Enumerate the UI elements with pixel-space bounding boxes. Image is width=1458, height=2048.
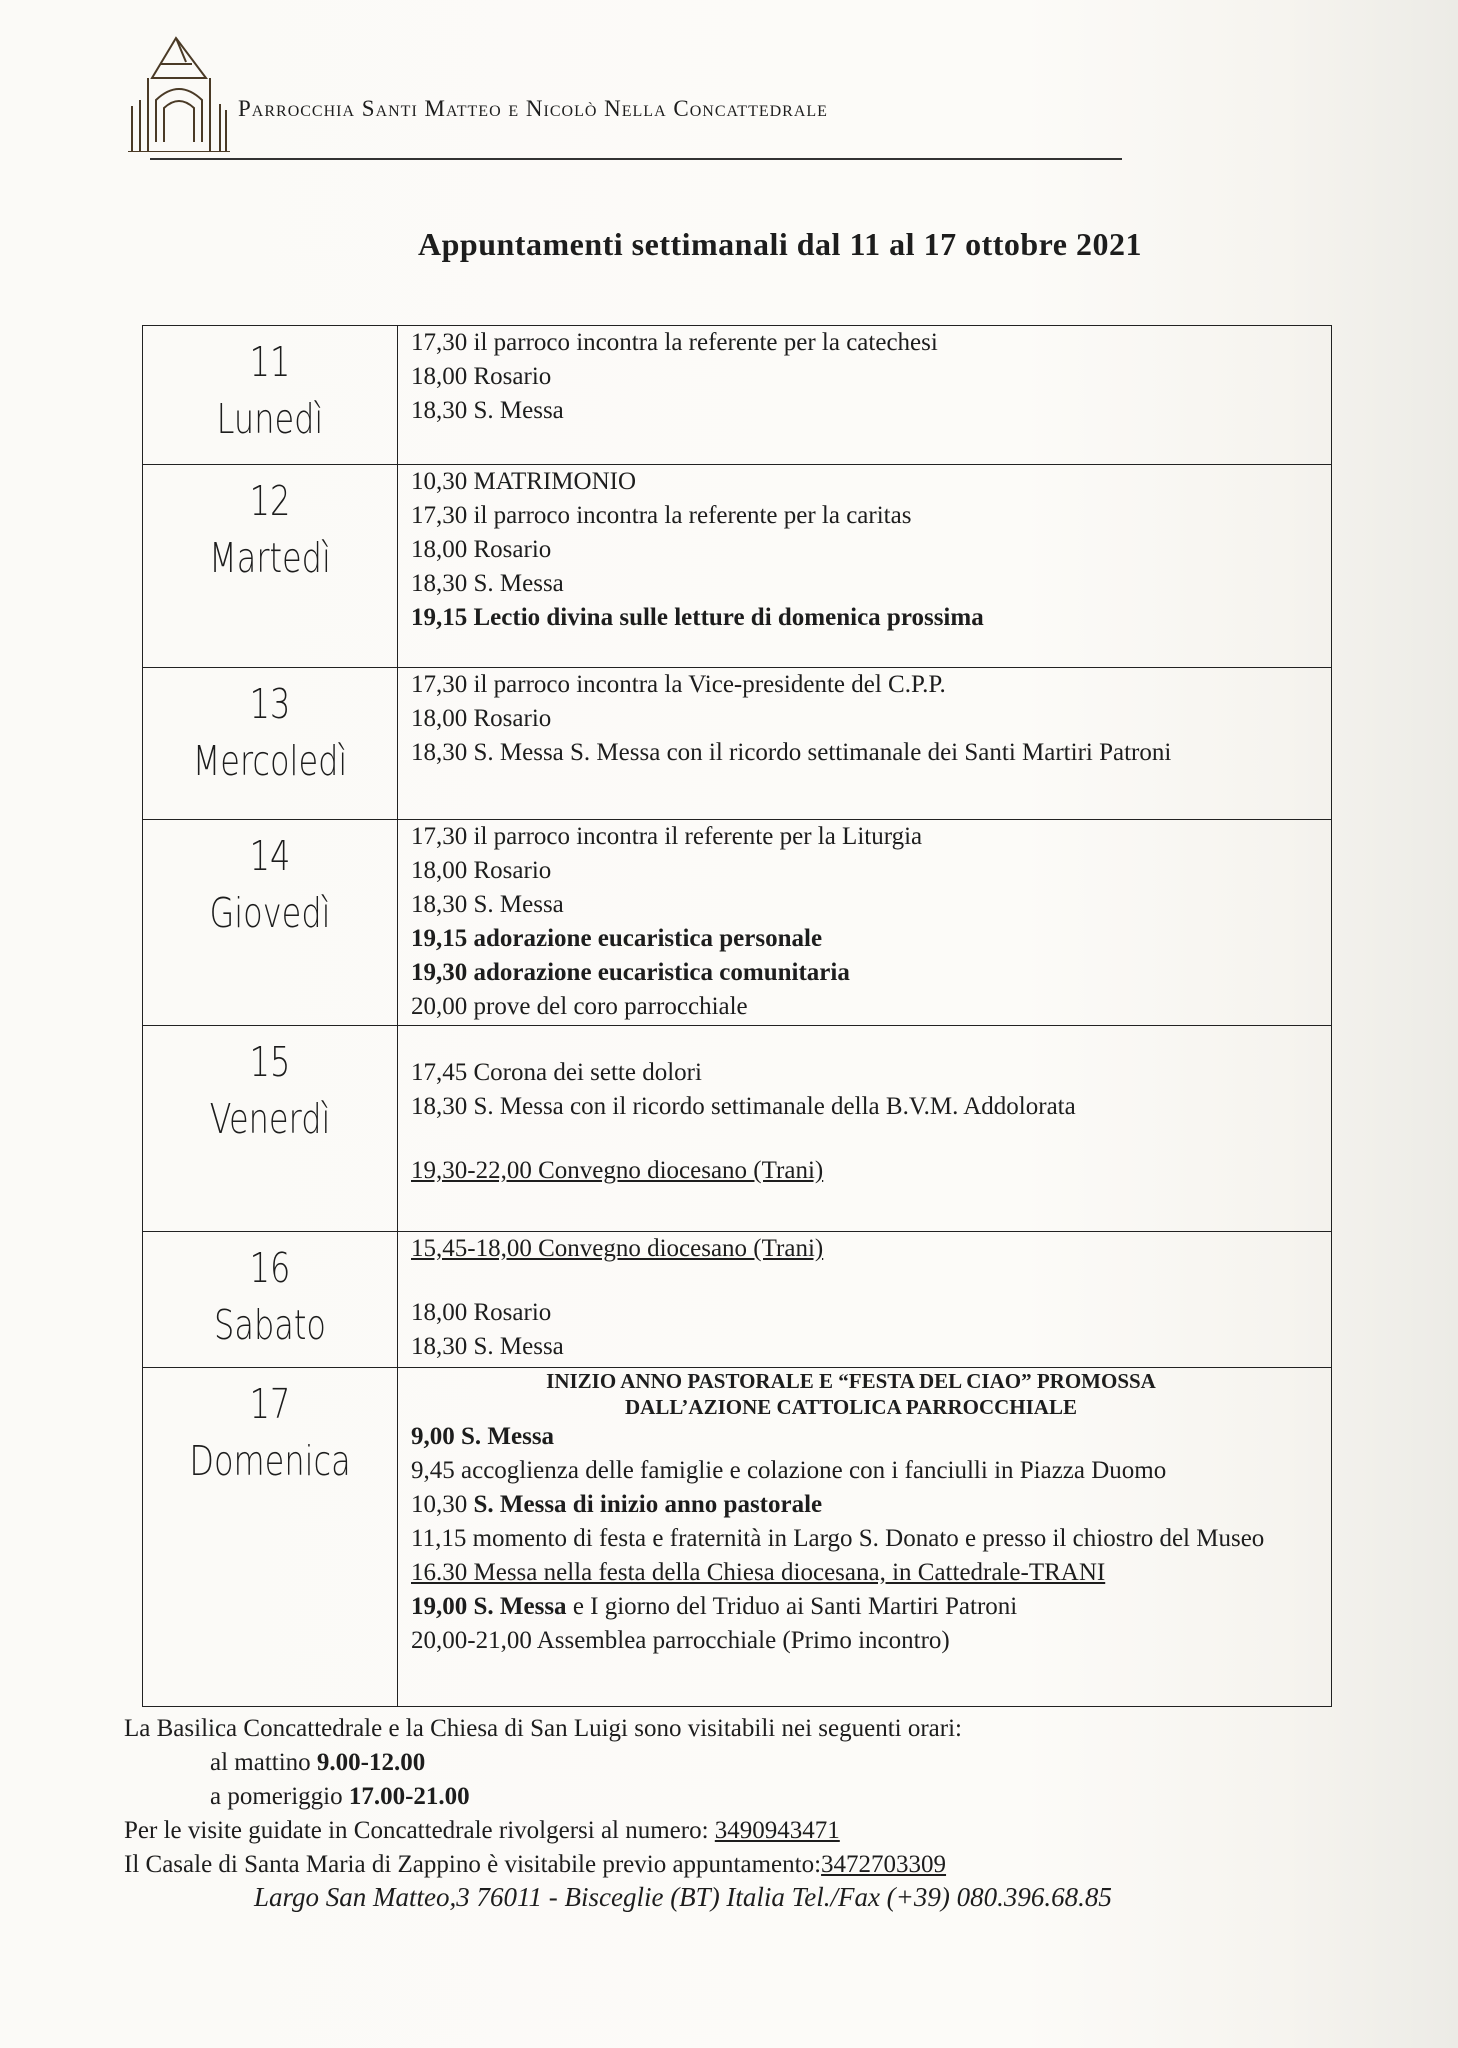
day-number: 14 [249,832,291,880]
list-item: 18,30 S. Messa con il ricordo settimanale della B.V.M. Addolorata [411,1093,1076,1120]
day-cell [143,326,398,465]
day-cell [143,668,398,820]
list-item: 18,00 Rosario [411,705,552,732]
list-item: 20,00 prove del coro parrocchiale [411,993,748,1020]
list-item: 15,45-18,00 Convegno diocesano (Trani) [411,1235,824,1262]
guided-text: Per le visite guidate in Concattedrale rivolgersi al numero: [124,1817,709,1844]
list-item: 17,30 il parroco incontra la Vice-presidente del C.P.P. [411,671,946,698]
list-item: 18,30 S. Messa S. Messa con il ricordo settimanale dei Santi Martiri Patroni [411,739,1172,766]
casale-phone: 3472703309 [821,1851,947,1878]
weekly-schedule-table [142,325,1332,1707]
day-name: Lunedì [216,395,324,443]
table-row [143,1368,1332,1707]
visit-intro: La Basilica Concattedrale e la Chiesa di San Luigi sono visitabili nei seguenti orari: [124,1715,962,1742]
day-cell [143,1026,398,1232]
day-number: 15 [249,1038,291,1086]
table-row [143,668,1332,820]
list-item: 18,00 Rosario [411,857,552,884]
day-number: 11 [249,338,291,386]
list-item: 19,30-22,00 Convegno diocesano (Trani) [411,1157,824,1184]
events-cell [398,326,1332,465]
list-item: 20,00-21,00 Assemblea parrocchiale (Primo incontro) [411,1627,950,1654]
events-cell [398,668,1332,820]
events-cell [398,1026,1332,1232]
list-item: 18,30 S. Messa [411,891,564,918]
table-row [143,1232,1332,1368]
afternoon-hours-line [124,1780,962,1814]
table-row [143,465,1332,668]
letterhead [126,34,1126,174]
day-name: Martedì [209,534,331,582]
afternoon-label: a pomeriggio [210,1783,343,1810]
day-cell [143,465,398,668]
event-time: 10,30 [411,1491,468,1518]
address-line: Largo San Matteo,3 76011 - Bisceglie (BT) Italia Tel./Fax (+39) 080.396.68.85 [254,1882,1112,1912]
table-row [143,820,1332,1026]
day-cell [143,820,398,1026]
day-name: Giovedì [209,889,331,937]
list-item: 17,30 il parroco incontra il referente per la Liturgia [411,823,923,850]
sunday-heading-line: INIZIO ANNO PASTORALE E “FESTA DEL CIAO” PROMOSSA [546,1369,1156,1393]
list-item: 18,00 Rosario [411,363,552,390]
list-item: 19,30 adorazione eucaristica comunitaria [411,959,850,986]
list-item: 18,00 Rosario [411,1299,552,1326]
event-title: 19,00 S. Messa [411,1593,567,1620]
events-cell [398,1232,1332,1368]
table-row [143,1026,1332,1232]
morning-hours: 9.00-12.00 [316,1749,426,1776]
list-item: 16.30 Messa nella festa della Chiesa diocesana, in Cattedrale-TRANI [411,1559,1106,1586]
list-item: 17,45 Corona dei sette dolori [411,1059,702,1086]
spacer [411,1026,1331,1056]
table-row [143,326,1332,465]
list-item: 18,30 S. Messa [411,397,564,424]
events-cell [398,465,1332,668]
list-item: 17,30 il parroco incontra la referente per la caritas [411,502,912,529]
day-name: Domenica [189,1437,351,1485]
event-detail: e I giorno del Triduo ai Santi Martiri Patroni [572,1593,1018,1620]
guided-visits-line [124,1814,962,1848]
list-item: 18,00 Rosario [411,536,552,563]
morning-label: al mattino [210,1749,311,1776]
sunday-heading-line: DALL’AZIONE CATTOLICA PARROCCHIALE [625,1395,1077,1419]
list-item: 18,30 S. Messa [411,1333,564,1360]
parish-name: Parrocchia Santi Matteo e Nicolò Nella Concattedrale [238,96,828,121]
list-item: 19,15 adorazione eucaristica personale [411,925,823,952]
list-item: 10,30 MATRIMONIO [411,468,636,495]
spacer [411,1124,1331,1154]
event-title: S. Messa di inizio anno pastorale [473,1491,823,1518]
list-item [411,1488,1331,1522]
list-item [411,1590,1331,1624]
sunday-heading [411,1368,1331,1420]
day-cell [143,1368,398,1707]
list-item: 9,00 S. Messa [411,1423,555,1450]
day-cell [143,1232,398,1368]
list-item: 19,15 Lectio divina sulle letture di domenica prossima [411,604,984,631]
header-divider [150,158,1122,160]
page-title: Appuntamenti settimanali dal 11 al 17 ottobre 2021 [418,226,1142,262]
day-number: 12 [249,477,291,525]
events-cell [398,1368,1332,1707]
list-item: 17,30 il parroco incontra la referente per la catechesi [411,329,938,356]
events-cell [398,820,1332,1026]
casale-line [124,1848,962,1882]
church-bell-tower-icon [126,34,232,152]
day-number: 17 [249,1380,291,1428]
casale-text: Il Casale di Santa Maria di Zappino è visitabile previo appuntamento: [124,1851,822,1878]
afternoon-hours: 17.00-21.00 [348,1783,470,1810]
day-name: Sabato [214,1301,326,1349]
day-number: 16 [249,1244,291,1292]
list-item: 18,30 S. Messa [411,570,564,597]
list-item: 11,15 momento di festa e fraternità in Largo S. Donato e presso il chiostro del Museo [411,1525,1265,1552]
morning-hours-line [124,1746,962,1780]
visiting-info [124,1712,962,1882]
day-number: 13 [249,680,291,728]
guided-phone: 3490943471 [714,1817,840,1844]
list-item: 9,45 accoglienza delle famiglie e colazione con i fanciulli in Piazza Duomo [411,1457,1167,1484]
day-name: Mercoledì [192,737,348,785]
day-name: Venerdì [209,1095,331,1143]
spacer [411,1266,1331,1296]
